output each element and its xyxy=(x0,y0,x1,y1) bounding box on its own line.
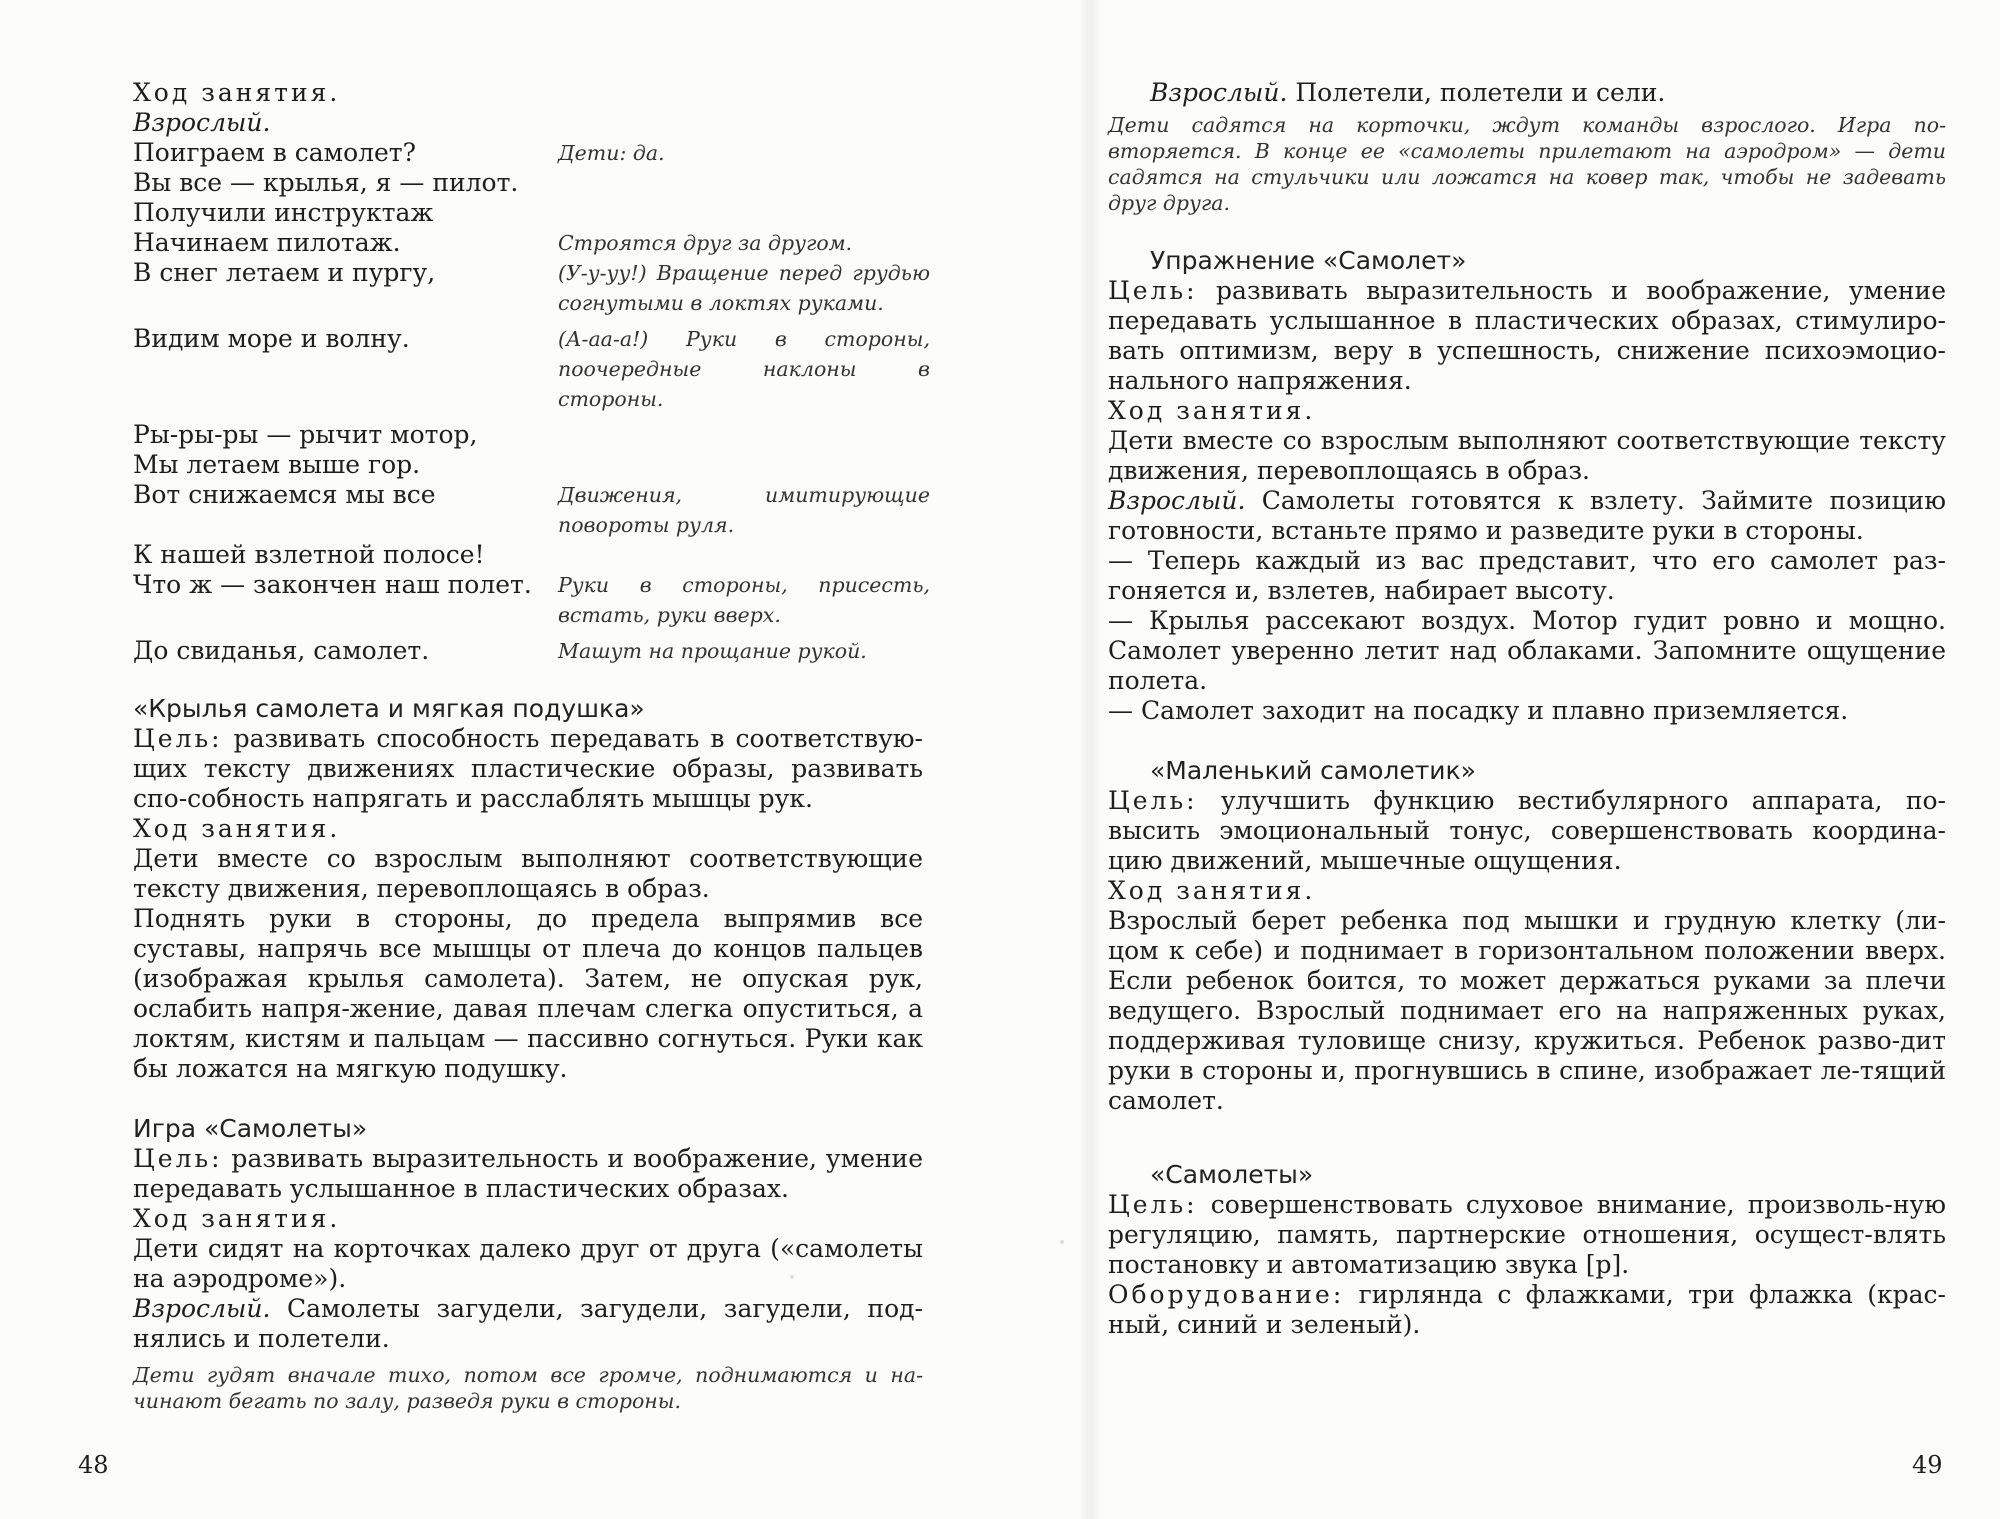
paragraph xyxy=(1108,78,1946,108)
section-heading: Игра «Самолеты» xyxy=(133,1114,368,1143)
poem-row xyxy=(133,324,930,414)
paragraph: Взрослый берет ребенка под мышки и грудную клетку (ли-цом к себе) и поднимает в горизонтальном положении вверх. Если ребенок боится, то может держаться руками за плечи ведущего. Взрослый поднимает его на напряженных руках, поддерживая туловище снизу, кружиться. Ребенок разво-дит руки в стороны и, прогнувшись в спине, изображает ле-тящий самолет. xyxy=(1108,906,1946,1115)
left-page xyxy=(133,78,930,1414)
stage-direction: (У-у-уу!) Вращение перед грудью согнутыми в локтях руками. xyxy=(558,261,930,315)
poem-verse: Мы летаем выше гор. xyxy=(133,450,421,479)
course-label: Ход занятия. xyxy=(133,78,341,107)
goal-text: совершенствовать слуховое внимание, произволь-ную регуляцию, память, партнерские отношения, осущест-влять постановку и автоматизацию звука [р]. xyxy=(1108,1190,1946,1279)
goal-paragraph xyxy=(1108,786,1946,876)
stage-direction: Руки в стороны, присесть, встать, руки вверх. xyxy=(558,573,930,627)
right-page xyxy=(1108,78,1946,1340)
adult-label: Взрослый. xyxy=(1108,486,1246,515)
poem-row xyxy=(133,228,923,258)
paragraph xyxy=(133,1294,923,1354)
poem-verse: Получили инструктаж xyxy=(133,198,434,227)
adult-label: Взрослый. xyxy=(133,108,271,137)
poem-verse: Вот снижаемся мы все xyxy=(133,480,436,509)
course-label: Ход занятия. xyxy=(133,814,341,843)
poem-verse: Ры-ры-ры — рычит мотор, xyxy=(133,420,478,449)
paragraph: — Крылья рассекают воздух. Мотор гудит ровно и мощно. Самолет уверенно летит над облаками. Запомните ощущение полета. xyxy=(1108,606,1946,695)
stage-direction: Движения, имитирующие повороты руля. xyxy=(558,483,930,537)
poem-verse: Видим море и волну. xyxy=(133,324,410,353)
poem xyxy=(133,138,930,666)
section-heading: «Маленький самолетик» xyxy=(1150,756,1476,785)
course-label: Ход занятия. xyxy=(1108,396,1316,425)
poem-verse: До свиданья, самолет. xyxy=(133,636,430,665)
paper-speck xyxy=(790,1275,794,1279)
goal-label: Цель: xyxy=(1108,786,1198,815)
poem-row xyxy=(133,198,923,228)
poem-row xyxy=(133,540,923,570)
goal-text: улучшить функцию вестибулярного аппарата, по-высить эмоциональный тонус, совершенствовать координа-цию движений, мышечные ощущения. xyxy=(1108,786,1946,875)
paragraph: — Теперь каждый из вас представит, что его самолет раз-гоняется и, взлетев, набирает высоту. xyxy=(1108,546,1946,605)
goal-paragraph xyxy=(133,1144,923,1204)
goal-paragraph xyxy=(1108,1190,1946,1280)
stage-note: Дети садятся на корточки, ждут команды взрослого. Игра по-вторяется. В конце ее «самолеты прилетают на аэродром» — дети садятся на стульчики или ложатся на ковер так, чтобы не задевать друг друга. xyxy=(1108,113,1946,215)
poem-verse: Поиграем в самолет? xyxy=(133,138,417,167)
poem-row xyxy=(133,420,923,450)
section-heading: Упражнение «Самолет» xyxy=(1150,246,1467,275)
adult-label: Взрослый. xyxy=(133,1294,271,1323)
equipment-paragraph xyxy=(1108,1280,1946,1340)
goal-text: развивать способность передавать в соответствую-щих тексту движениях пластические образы, развивать спо-собность напрягать и расслаблять мышцы рук. xyxy=(133,724,923,813)
poem-verse: Что ж — закончен наш полет. xyxy=(133,570,532,599)
poem-row xyxy=(133,138,923,168)
goal-label: Цель: xyxy=(133,724,223,753)
goal-text: развивать выразительность и воображение, умение передавать услышанное в пластических образах. xyxy=(133,1144,923,1203)
course-label: Ход занятия. xyxy=(133,1204,341,1233)
paragraph-text: Полетели, полетели и сели. xyxy=(1287,78,1666,107)
paragraph: Дети вместе со взрослым выполняют соответствующие тексту движения, перевоплощаясь в образ. xyxy=(1108,426,1946,485)
poem-verse: Начинаем пилотаж. xyxy=(133,228,401,257)
poem-row xyxy=(133,570,930,630)
section-body xyxy=(1108,1190,1946,1340)
section-heading: «Самолеты» xyxy=(1150,1160,1314,1189)
poem-row xyxy=(133,636,923,666)
stage-direction: Строятся друг за другом. xyxy=(558,231,853,255)
stage-direction: Дети: да. xyxy=(558,141,665,165)
section-body xyxy=(1108,786,1946,1116)
goal-paragraph xyxy=(133,724,923,814)
poem-row xyxy=(133,480,930,540)
poem-row xyxy=(133,450,923,480)
book-gutter xyxy=(1078,0,1102,1519)
goal-label: Цель: xyxy=(1108,276,1198,305)
paragraph-text: Самолеты загудели, загудели, загудели, под-нялись и полетели. xyxy=(133,1294,923,1353)
adult-label: Взрослый. xyxy=(1150,78,1288,107)
paragraph-text: Самолеты готовятся к взлету. Займите позицию готовности, встаньте прямо и разведите руки в стороны. xyxy=(1108,486,1946,545)
goal-label: Цель: xyxy=(1108,1190,1198,1219)
paragraph: Поднять руки в стороны, до предела выпрямив все суставы, напрячь все мышцы от плеча до концов пальцев (изображая крылья самолета). Затем, не опуская рук, ослабить напря-жение, давая плечам слегка опуститься, а локтям, кистям и пальцам — пассивно согнуться. Руки как бы ложатся на мягкую подушку. xyxy=(133,904,923,1083)
paragraph: Дети сидят на корточках далеко друг от друга («самолеты на аэродроме»). xyxy=(133,1234,923,1293)
stage-note: Дети гудят вначале тихо, потом все громче, поднимаются и на-чинают бегать по залу, разведя руки в стороны. xyxy=(133,1363,923,1413)
goal-text: развивать выразительность и воображение, умение передавать услышанное в пластических образах, стимулиро-вать оптимизм, веру в успешность, снижение психоэмоцио-нального напряжения. xyxy=(1108,276,1946,395)
poem-row xyxy=(133,258,930,318)
poem-verse: К нашей взлетной полосе! xyxy=(133,540,485,569)
goal-label: Цель: xyxy=(133,1144,223,1173)
section-heading: «Крылья самолета и мягкая подушка» xyxy=(133,694,645,723)
stage-direction: Машут на прощание рукой. xyxy=(558,639,867,663)
poem-verse: Вы все — крылья, я — пилот. xyxy=(133,168,519,197)
equipment-label: Оборудование: xyxy=(1108,1280,1345,1309)
goal-paragraph xyxy=(1108,276,1946,396)
section-body xyxy=(1108,276,1946,726)
section-body xyxy=(133,724,923,1084)
paragraph: — Самолет заходит на посадку и плавно приземляется. xyxy=(1108,696,1849,725)
page-number-left: 48 xyxy=(78,1451,109,1479)
stage-direction: (А-аа-а!) Руки в стороны, поочередные наклоны в стороны. xyxy=(558,327,930,411)
poem-verse: В снег летаем и пургу, xyxy=(133,258,436,287)
equipment-text: гирлянда с флажками, три флажка (крас-ный, синий и зеленый). xyxy=(1108,1280,1946,1339)
paper-speck xyxy=(1060,1240,1064,1244)
poem-row xyxy=(133,168,923,198)
section-body xyxy=(133,1144,923,1414)
page-number-right: 49 xyxy=(1912,1451,1943,1479)
course-label: Ход занятия. xyxy=(1108,876,1316,905)
paragraph: Дети вместе со взрослым выполняют соответствующие тексту движения, перевоплощаясь в образ. xyxy=(133,844,923,903)
paragraph xyxy=(1108,486,1946,546)
